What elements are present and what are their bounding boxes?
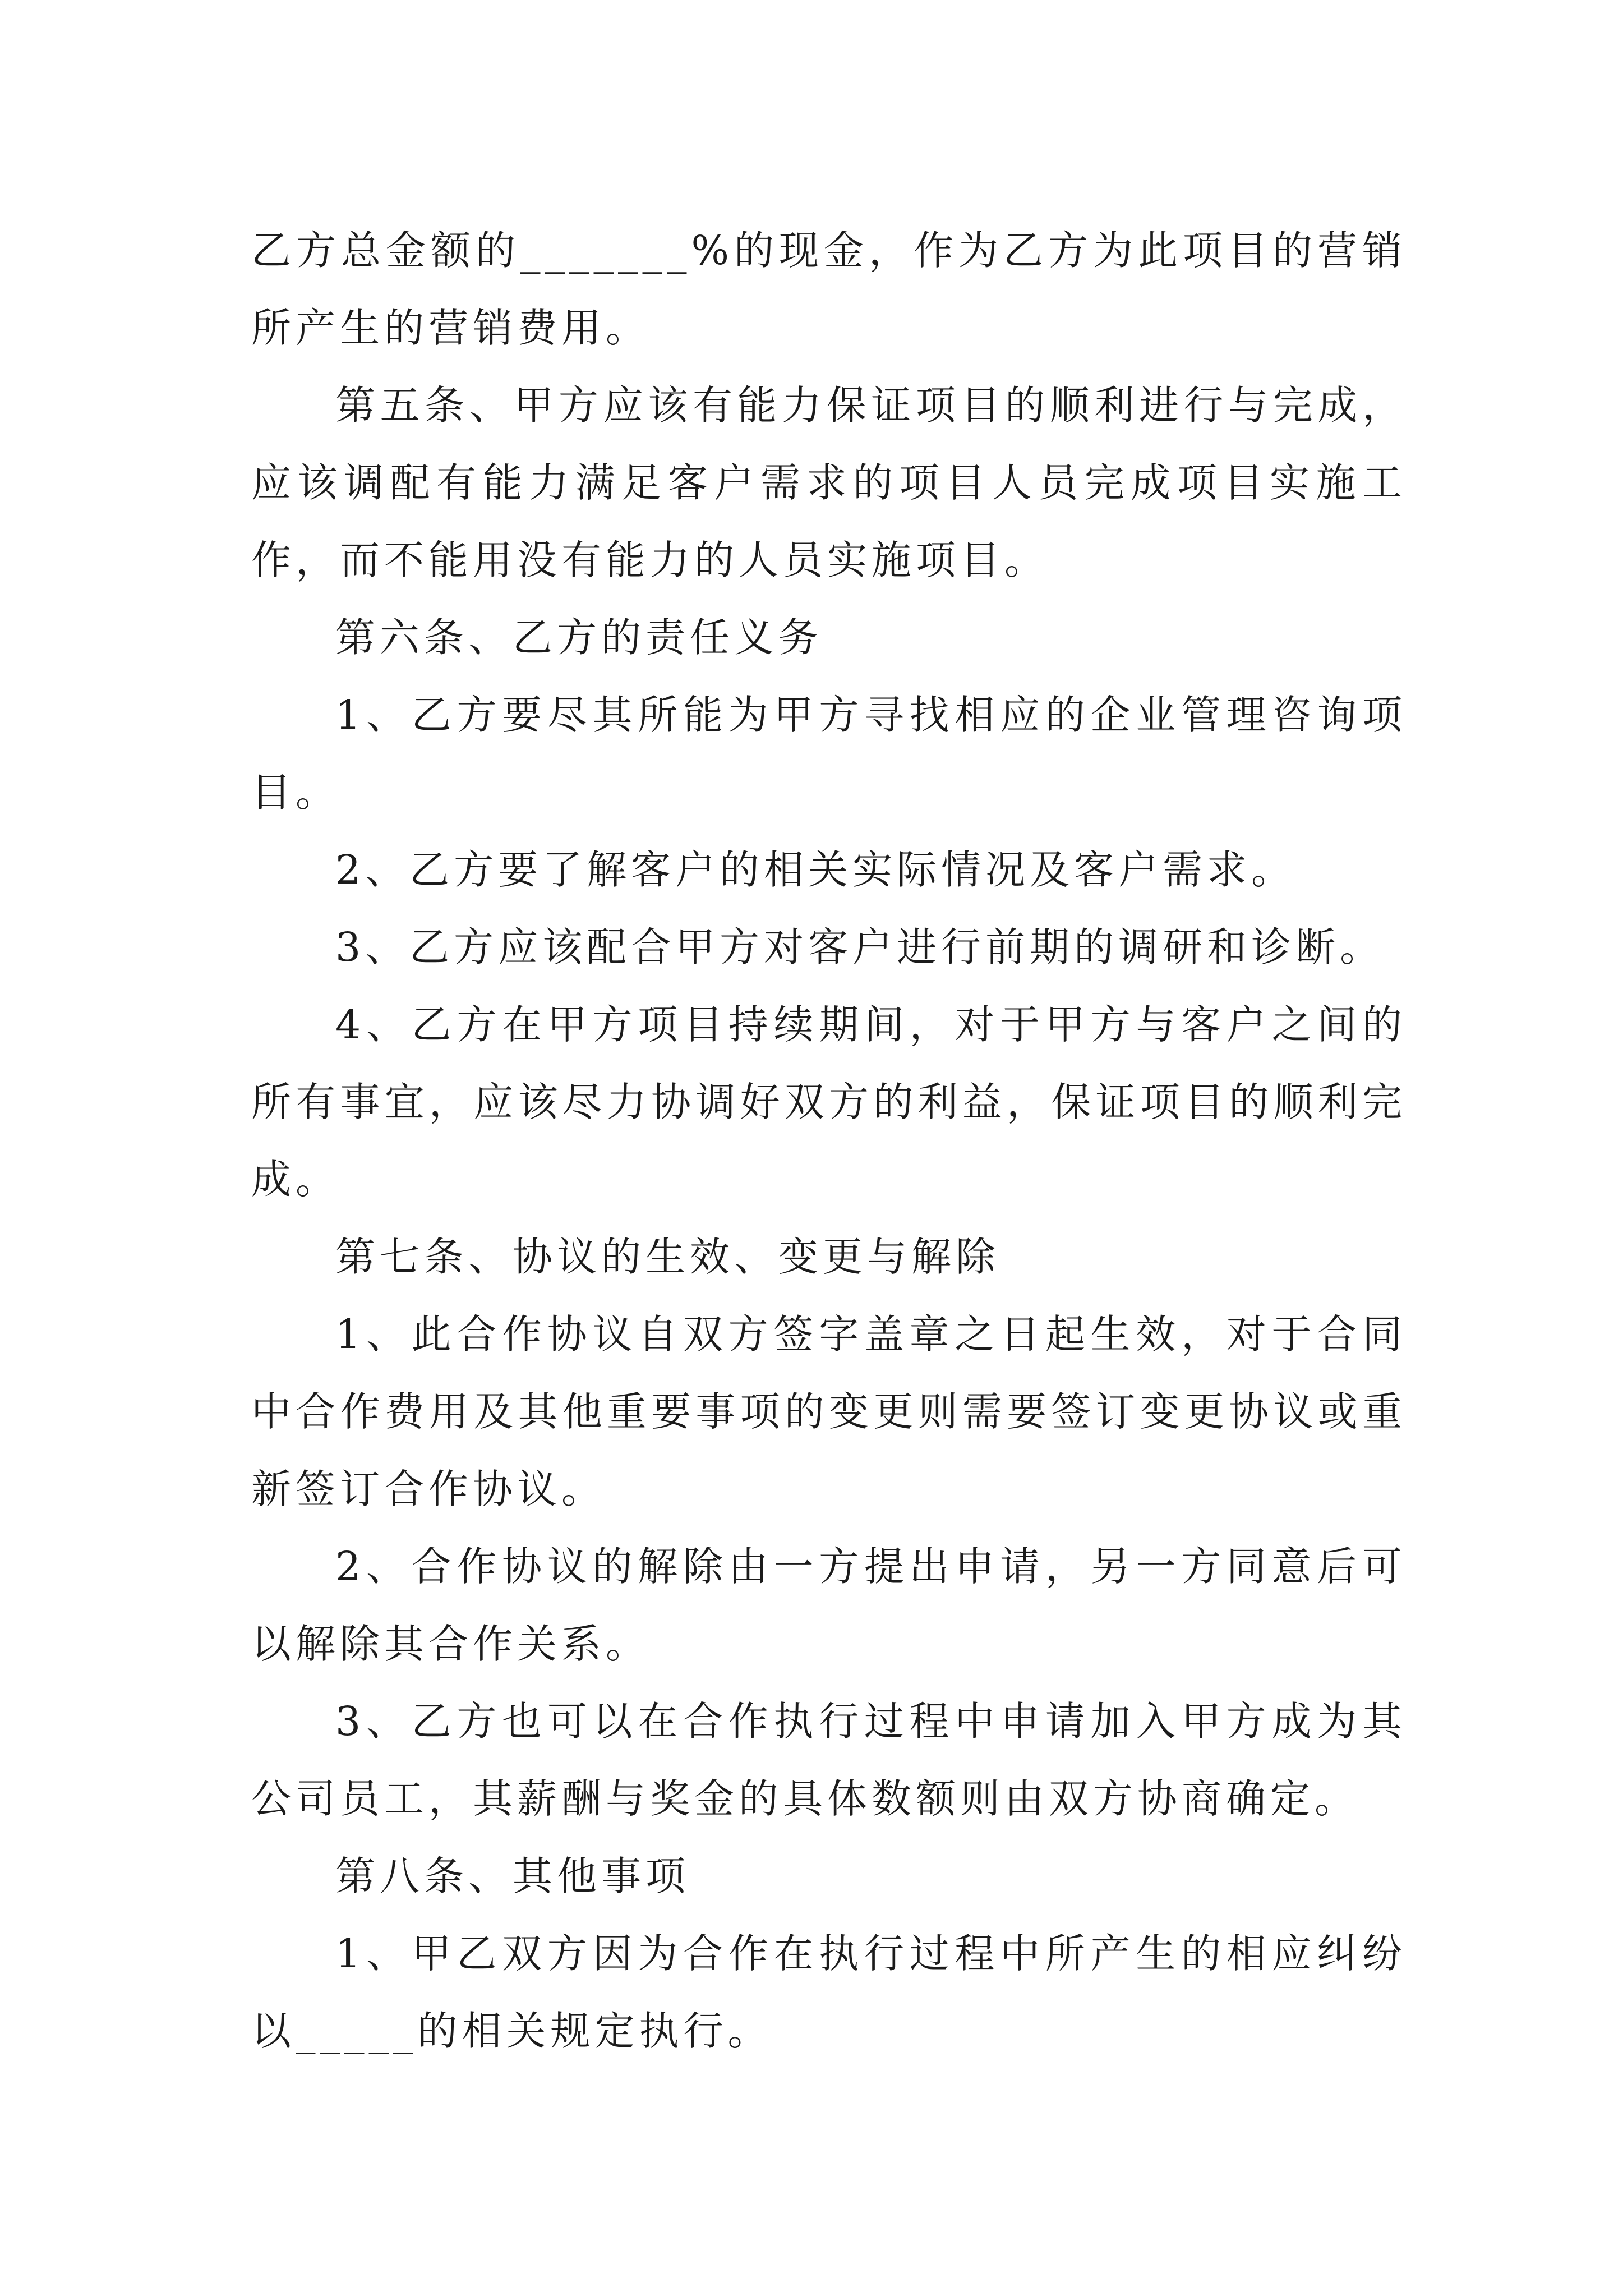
paragraph-article-8-item-1: 1、甲乙双方因为合作在执行过程中所产生的相应纠纷以_____的相关规定执行。 (251, 1930, 1407, 2054)
heading-article-8: 第八条、其他事项 (335, 1853, 690, 1899)
paragraph-article-6-item-1: 1、乙方要尽其所能为甲方寻找相应的企业管理咨询项目。 (251, 692, 1407, 816)
paragraph-marketing-fee: 乙方总金额的_______%的现金，作为乙方为此项目的营销所产生的营销费用。 (251, 227, 1407, 351)
paragraph-article-7-item-2: 2、合作协议的解除由一方提出申请，另一方同意后可以解除其合作关系。 (251, 1543, 1407, 1667)
paragraph-article-6-item-2: 2、乙方要了解客户的相关实际情况及客户需求。 (335, 846, 1296, 893)
paragraph-article-7-item-3: 3、乙方也可以在合作执行过程中申请加入甲方成为其公司员工，其薪酬与奖金的具体数额则由双方协商确定。 (251, 1698, 1407, 1822)
paragraph-article-6-item-3: 3、乙方应该配合甲方对客户进行前期的调研和诊断。 (335, 924, 1385, 970)
paragraph-article-5: 第五条、甲方应该有能力保证项目的顺利进行与完成，应该调配有能力满足客户需求的项目人员完成项目实施工作，而不能用没有能力的人员实施项目。 (251, 382, 1407, 583)
heading-article-7: 第七条、协议的生效、变更与解除 (335, 1234, 1000, 1280)
paragraph-article-6-item-4: 4、乙方在甲方项目持续期间，对于甲方与客户之间的所有事宜，应该尽力协调好双方的利益，保证项目的顺利完成。 (251, 1001, 1407, 1203)
document-body (251, 212, 1407, 2070)
heading-article-6: 第六条、乙方的责任义务 (335, 614, 823, 661)
paragraph-article-7-item-1: 1、此合作协议自双方签字盖章之日起生效，对于合同中合作费用及其他重要事项的变更则需要签订变更协议或重新签订合作协议。 (251, 1311, 1407, 1512)
